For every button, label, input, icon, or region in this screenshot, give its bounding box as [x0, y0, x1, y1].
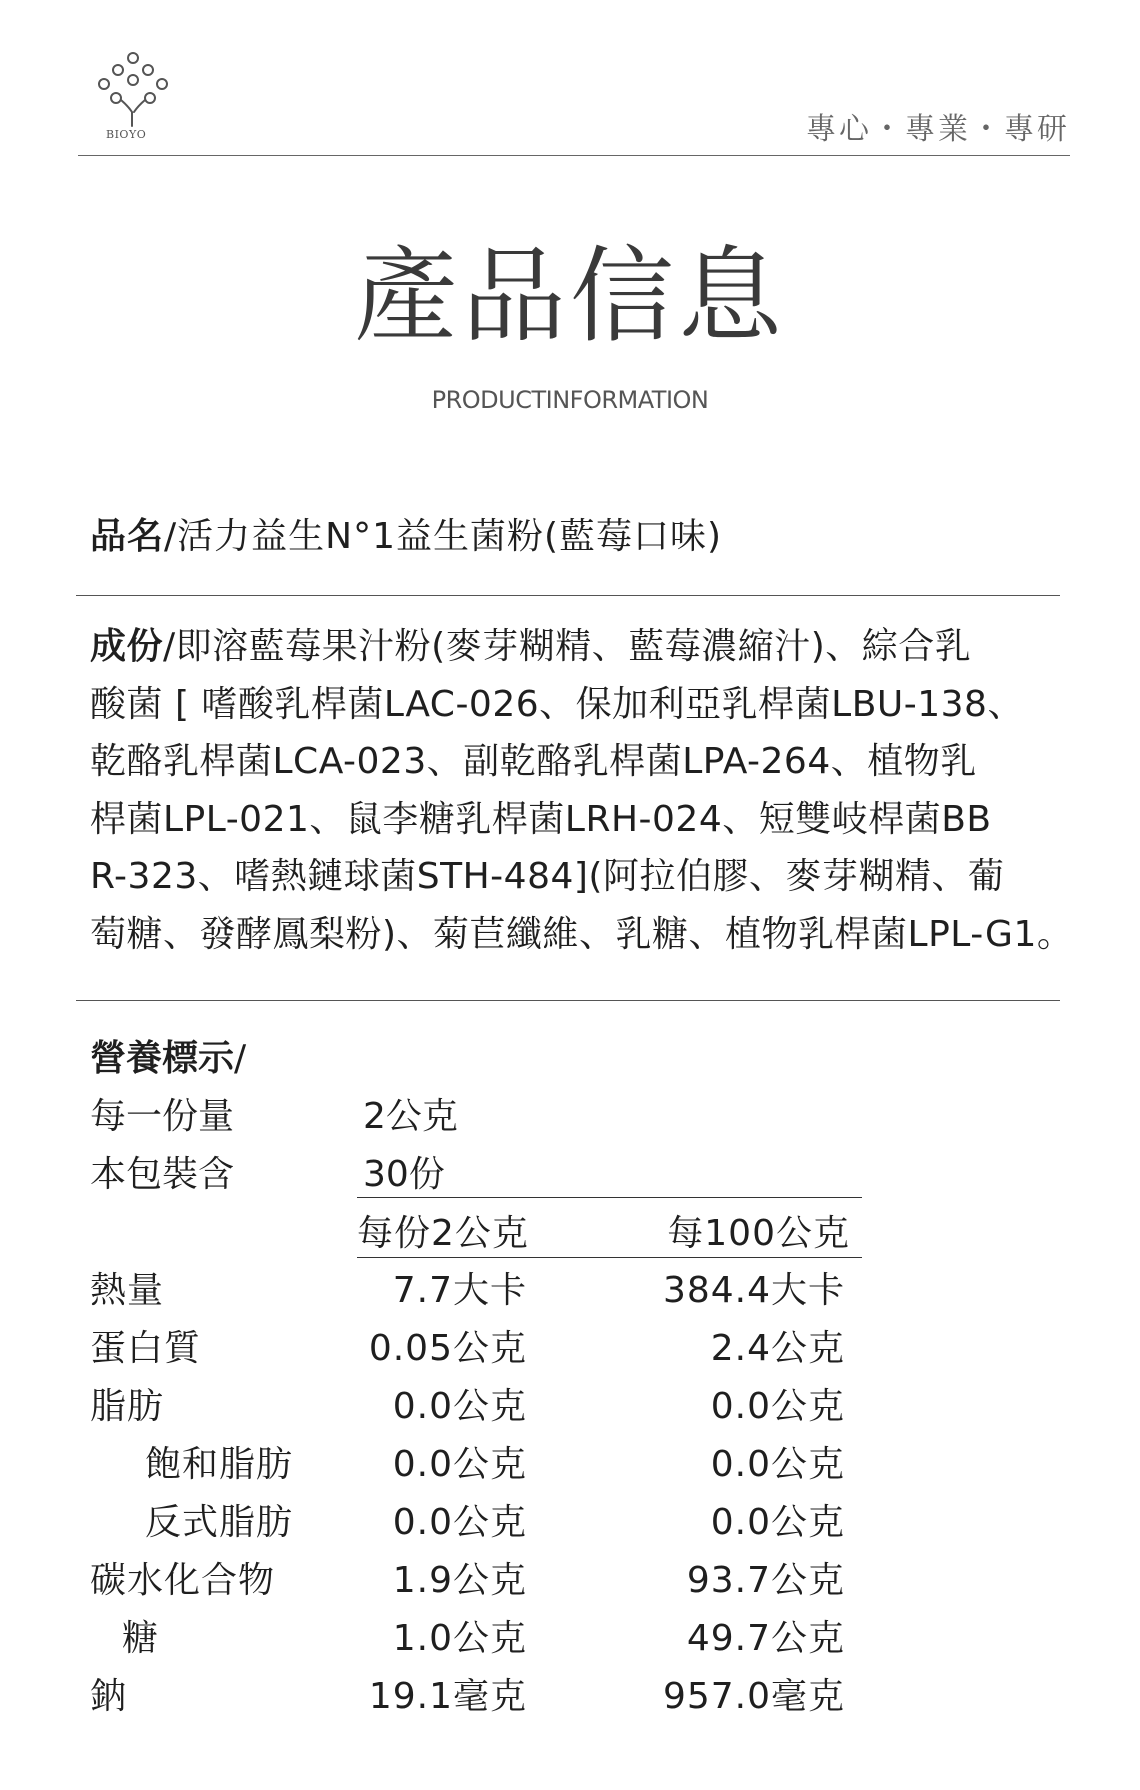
ingredients-block: [90, 618, 1090, 963]
nutrient-per-serving: 0.0公克: [392, 1386, 527, 1427]
nutrient-per-100g: 384.4大卡: [662, 1270, 845, 1311]
nutrient-per-serving: 1.9公克: [392, 1560, 527, 1601]
nutrient-name: 糖: [122, 1618, 160, 1659]
nutrient-per-serving: 0.05公克: [368, 1328, 527, 1369]
brand-name: BIOYO: [106, 128, 147, 141]
nutrient-name: 熱量: [90, 1270, 165, 1311]
nutrient-per-100g: 93.7公克: [686, 1560, 845, 1601]
brand-slogan: 專心・專業・專研: [806, 112, 1070, 147]
product-name-row: [90, 508, 722, 559]
ingredients-line: 酸菌 [ 嗜酸乳桿菌LAC-026、保加利亞乳桿菌LBU-138、: [90, 683, 1024, 725]
nutrient-per-serving: 19.1毫克: [368, 1676, 527, 1717]
ingredients-line: 成份/即溶藍莓果汁粉(麥芽糊精、藍莓濃縮汁)、綜合乳: [90, 626, 972, 667]
nutrient-name: 飽和脂肪: [145, 1444, 294, 1485]
nutrient-per-100g: 49.7公克: [686, 1618, 845, 1659]
nutrition-heading: 營養標示/: [90, 1038, 247, 1079]
page-subtitle: PRODUCTINFORMATION: [431, 386, 709, 414]
serving-size-value: 2公克: [363, 1096, 458, 1137]
table-header-bottom-rule: [357, 1257, 862, 1258]
nutrient-per-serving: 0.0公克: [392, 1502, 527, 1543]
nutrient-name: 反式脂肪: [145, 1502, 294, 1543]
column-header-per-100g: 每100公克: [667, 1213, 850, 1254]
section-divider: [76, 1000, 1060, 1001]
ingredients-line: 乾酪乳桿菌LCA-023、副乾酪乳桿菌LPA-264、植物乳: [90, 741, 977, 782]
ingredients-label: 成份: [90, 626, 164, 667]
page-title: 產品信息: [353, 235, 786, 357]
nutrient-name: 蛋白質: [90, 1328, 202, 1369]
servings-count-label: 本包裝含: [90, 1154, 235, 1195]
ingredients-line: 萄糖、發酵鳳梨粉)、菊苣纖維、乳糖、植物乳桿菌LPL-G1。: [90, 913, 1074, 955]
section-divider: [76, 595, 1060, 596]
nutrient-per-100g: 2.4公克: [710, 1328, 845, 1369]
nutrient-name: 鈉: [90, 1676, 128, 1717]
nutrient-name: 脂肪: [90, 1386, 165, 1427]
nutrient-per-100g: 957.0毫克: [662, 1676, 845, 1717]
ingredients-line: 桿菌LPL-021、鼠李糖乳桿菌LRH-024、短雙岐桿菌BB: [90, 798, 992, 840]
nutrient-per-100g: 0.0公克: [710, 1502, 845, 1543]
nutrient-per-100g: 0.0公克: [710, 1444, 845, 1485]
table-header-top-rule: [357, 1197, 862, 1198]
product-name-value: /活力益生N°1益生菌粉(藍莓口味): [164, 516, 723, 557]
column-header-per-serving: 每份2公克: [357, 1213, 529, 1254]
ingredients-line: R-323、嗜熱鏈球菌STH-484](阿拉伯膠、麥芽糊精、葡: [90, 856, 1005, 897]
serving-size-label: 每一份量: [90, 1096, 235, 1137]
product-name-label: 品名: [90, 516, 165, 557]
nutrient-per-serving: 7.7大卡: [392, 1270, 527, 1311]
nutrient-name: 碳水化合物: [90, 1560, 276, 1601]
servings-count-value: 30份: [363, 1154, 445, 1195]
nutrient-per-serving: 0.0公克: [392, 1444, 527, 1485]
header-divider: [78, 155, 1070, 156]
nutrient-per-100g: 0.0公克: [710, 1386, 845, 1427]
nutrient-per-serving: 1.0公克: [392, 1618, 527, 1659]
